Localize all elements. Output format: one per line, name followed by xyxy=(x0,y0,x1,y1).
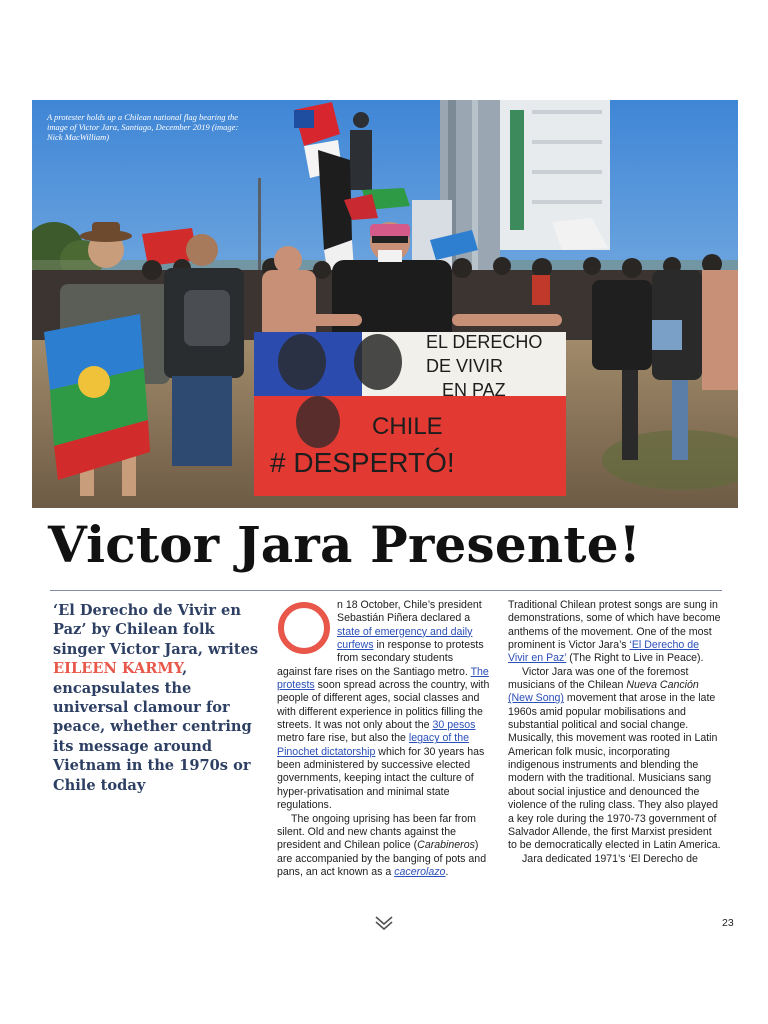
link-new-song[interactable]: (New Song) xyxy=(508,692,564,705)
paragraph-3 xyxy=(508,599,722,666)
standfirst-tail: , encapsulates the universal clamour for peace, whether centring its message around Vietnam in the 1970s or Chile today xyxy=(53,660,252,794)
banner-text-line1: EL DERECHO xyxy=(426,332,543,352)
paragraph-2-text-c: . xyxy=(445,865,449,878)
article-headline: Victor Jara Presente! xyxy=(48,515,641,574)
banner-text-line5: # DESPERTÓ! xyxy=(270,447,455,478)
drop-cap xyxy=(277,601,331,655)
standfirst-lead: ‘El Derecho de Vivir en Paz’ by Chilean folk singer Victor Jara, writes xyxy=(53,602,259,658)
link-the-protests[interactable]: The protests xyxy=(277,665,489,692)
author-name: EILEEN KARMY xyxy=(53,660,183,678)
banner-text-line4: CHILE xyxy=(372,413,443,440)
paragraph-1-text-c: soon spread across the country, with people of different ages, social classes and with different experience in politics filling the streets. It was not only about the xyxy=(277,679,490,732)
body-column-2 xyxy=(508,599,722,866)
paragraph-4 xyxy=(508,666,722,853)
paragraph-1 xyxy=(277,599,490,813)
cacerolazo-term: cacerolazo xyxy=(394,865,446,878)
standfirst xyxy=(53,601,265,795)
paragraph-3-text-a: Traditional Chilean protest songs are sung in demonstrations, some of which have become anthems of the movement. One of the most prominent is Victor Jara’s xyxy=(508,599,721,652)
paragraph-2 xyxy=(277,813,490,880)
page-number: 23 xyxy=(722,917,734,929)
link-cacerolazo[interactable] xyxy=(394,866,445,878)
paragraph-1-text-e: which for 30 years has been administered by successive elected governments, keeping intact the culture of hyper-privatisation and minimal state regulations. xyxy=(277,745,485,812)
protest-photo-illustration xyxy=(32,100,738,508)
photo-caption: A protester holds up a Chilean national flag bearing the image of Victor Jara, Santiago, December 2019 (image: Nick MacWilliam) xyxy=(47,112,239,142)
hero-photo xyxy=(32,100,738,508)
paragraph-1-text-b: in response to protests from secondary students against fare rises on the Santiago metro. xyxy=(277,639,484,678)
paragraph-4-text-b: movement that arose in the late 1960s amid popular mobilisations and substantial political and social change. Musically, this movement was rooted in Latin American folk music, incorporating indigenous instruments and blending the modern with the traditional. Musicians sang about social injustice and denounced the violence of the ruling class. They also played a key role during the 1970-73 government of Salvador Allende, the first Marxist president to be democratically elected in Latin America. xyxy=(508,692,721,852)
paragraph-2-text-a: The ongoing uprising has been far from silent. Old and new chants against the president and Chilean police ( xyxy=(277,812,476,852)
banner-text-line3: EN PAZ xyxy=(442,380,506,400)
link-30-pesos[interactable]: 30 pesos xyxy=(432,719,476,732)
paragraph-5: Jara dedicated 1971’s ‘El Derecho de xyxy=(522,852,698,865)
link-pinochet-legacy[interactable]: legacy of the Pinochet dictatorship xyxy=(277,732,469,758)
link-el-derecho-de-vivir[interactable]: ‘El Derecho de Vivir en Paz’ xyxy=(508,639,699,665)
paragraph-1-text-a: n 18 October, Chile’s president Sebastián Piñera declared a xyxy=(337,599,482,625)
carabineros-term: Carabineros xyxy=(417,839,475,852)
link-state-of-emergency[interactable]: state of emergency and daily curfews xyxy=(337,625,473,652)
banner-text-line2: DE VIVIR xyxy=(426,356,504,376)
paragraph-1-text-d: metro fare rise, but also the xyxy=(277,732,409,745)
paragraph-3-text-b: (The Right to Live in Peace). xyxy=(566,652,704,665)
banner-flag xyxy=(254,332,566,496)
headline-divider xyxy=(50,590,722,591)
paragraph-2-text-b: ) are accompanied by the banging of pots and pans, an act known as a xyxy=(277,839,487,878)
paragraph-4-text-a: Victor Jara was one of the foremost musicians of the Chilean xyxy=(508,665,689,692)
chevron-down-icon[interactable] xyxy=(374,915,394,931)
nueva-cancion-term: Nueva Canción xyxy=(626,679,699,692)
body-column-1 xyxy=(277,599,490,879)
